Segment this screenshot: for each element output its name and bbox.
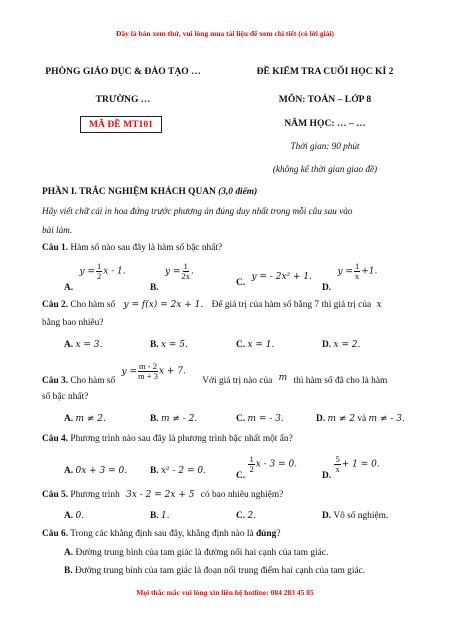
option-letter: C.	[236, 278, 246, 288]
instruction-line-2: bài làm.	[42, 225, 73, 235]
q4-option-b: B. x² - 2 = 0.	[150, 466, 206, 476]
option-math: m ≠ 2	[327, 414, 355, 424]
exam-code-box: MÃ ĐỀ MT101	[80, 116, 162, 133]
q1-option-a	[64, 261, 126, 293]
question-3-continued: số bậc nhất?	[42, 392, 89, 402]
question-math: 3x - 2 = 2x + 5	[126, 490, 195, 500]
question-5	[42, 490, 283, 500]
fraction-denominator: m + 3	[138, 371, 158, 381]
option-letter: C.	[236, 511, 246, 521]
q3-option-c	[236, 414, 284, 424]
fraction-numerator: m - 2	[139, 361, 157, 371]
fraction-denominator: 2x	[181, 271, 190, 281]
option-math: y =	[79, 266, 95, 277]
option-letter: C.	[236, 340, 246, 350]
option-math: x = 5.	[160, 340, 188, 350]
option-text: Đường trung bình của tam giác là đường nối hai cạnh của tam giác.	[75, 548, 329, 558]
option-letter: B.	[150, 466, 159, 476]
q3-option-b	[150, 414, 197, 424]
option-math: 2.	[247, 511, 257, 521]
option-math: x - 1.	[103, 266, 126, 277]
option-letter: D.	[322, 511, 332, 521]
time-note: (không kể thời gian giao đề)	[272, 164, 378, 174]
exam-title: ĐỀ KIỂM TRA CUỐI HỌC KÌ 2	[256, 66, 394, 77]
subject-heading: MÔN: TOÁN – LỚP 8	[278, 94, 372, 105]
question-text: Cho hàm số	[70, 375, 116, 386]
school-year-heading: NĂM HỌC: … – …	[284, 118, 366, 129]
question-2-continued: bằng bao nhiêu?	[42, 318, 104, 328]
question-label: Câu 5.	[42, 490, 69, 500]
time-limit: Thời gian: 90 phút	[290, 141, 360, 151]
option-math: x - 3 = 0.	[255, 459, 298, 470]
option-letter: B.	[64, 566, 73, 576]
question-label: Câu 4.	[42, 434, 69, 444]
option-math: y = - 2x² + 1.	[251, 272, 312, 282]
option-math: 0x + 3 = 0.	[75, 466, 128, 476]
option-math: 0.	[75, 511, 85, 521]
question-variable: m	[278, 372, 288, 383]
question-text: Trong các khẳng định sau đây, khẳng định nào là	[70, 529, 254, 539]
fraction	[96, 262, 102, 281]
option-math: + 1 = 0.	[341, 459, 380, 470]
q1-option-d	[322, 261, 378, 293]
q2-option-c	[236, 340, 274, 350]
option-letter: D.	[316, 414, 326, 424]
fraction	[354, 262, 360, 281]
option-math: +1.	[361, 266, 378, 277]
question-6	[42, 529, 280, 539]
option-math: m = - 3.	[247, 414, 284, 424]
hotline-footer: Mọi thắc mắc vui lòng xin liên hệ hotline: 084 283 45 85	[136, 588, 314, 597]
option-math: 1.	[160, 511, 170, 521]
question-text: thì hàm số đã cho là hàm	[293, 375, 388, 386]
q3-option-d	[316, 414, 405, 424]
fraction-denominator: x	[354, 271, 360, 281]
preview-banner: Đây là bản xem thử, vui lòng mua tài liệu để xem chi tiết (có lời giải)	[115, 29, 335, 38]
question-math: y =	[121, 366, 138, 377]
option-letter: B.	[150, 511, 159, 521]
question-1	[42, 243, 222, 253]
q4-option-c	[236, 454, 298, 481]
option-letter: B.	[150, 340, 159, 350]
fraction	[181, 262, 190, 281]
question-text: Cho hàm số	[70, 300, 116, 310]
q6-option-a	[64, 548, 328, 558]
option-math: y =	[337, 266, 353, 277]
question-text: Phương trình nào sau đây là phương trình bậc nhất một ẩn?	[70, 434, 293, 444]
school-heading: TRƯỜNG …	[95, 94, 151, 105]
fraction-numerator: 1	[354, 261, 360, 271]
question-3	[42, 361, 388, 386]
option-letter: A.	[64, 414, 74, 424]
option-letter: D.	[322, 340, 332, 350]
option-letter: A.	[64, 340, 74, 350]
option-letter: A.	[64, 282, 74, 293]
option-math: x = 3.	[75, 340, 103, 350]
question-label: Câu 3.	[42, 375, 69, 386]
question-text: Phương trình	[70, 490, 120, 500]
option-math: m ≠ 2.	[75, 414, 106, 424]
fraction-numerator: 1	[183, 261, 188, 271]
fraction-denominator: x	[335, 464, 340, 474]
question-label: Câu 1.	[42, 243, 69, 253]
section-points: (3,0 điểm)	[218, 187, 258, 197]
q5-option-c	[236, 511, 256, 521]
option-letter: D.	[322, 470, 332, 481]
question-math: x + 7.	[158, 366, 186, 377]
option-letter: D.	[322, 282, 332, 293]
option-math: m ≠ - 2.	[160, 414, 198, 424]
q4-option-a	[64, 466, 127, 476]
fraction-numerator: 1	[249, 454, 254, 464]
emphasis-word: đúng	[255, 529, 277, 539]
fraction-denominator: 2	[249, 464, 254, 474]
q5-option-d	[322, 511, 388, 521]
option-math: x = 2.	[333, 340, 361, 350]
option-letter: C.	[236, 414, 246, 424]
q6-option-b	[64, 566, 365, 576]
section-title: PHẦN I. TRẮC NGHIỆM KHÁCH QUAN	[42, 187, 216, 197]
fraction	[334, 455, 340, 474]
q1-option-b	[150, 261, 194, 293]
fraction	[138, 362, 158, 381]
q1-option-c	[236, 272, 312, 288]
option-letter: A.	[64, 548, 74, 558]
q2-option-d	[322, 340, 360, 350]
question-mark: ?	[276, 529, 281, 539]
instruction-line-1: Hãy viết chữ cái in hoa đứng trước phương án đúng duy nhất trong mỗi câu sau vào	[42, 206, 353, 216]
question-2	[42, 300, 382, 310]
question-label: Câu 2.	[42, 300, 69, 310]
fraction	[248, 455, 254, 474]
question-math: y = f(x) = 2x + 1.	[123, 300, 204, 310]
fraction-numerator: 1	[96, 261, 102, 271]
question-text: Để giá trị của hàm số bằng 7 thì giá trị của	[211, 300, 372, 310]
section-heading	[42, 187, 257, 197]
option-text: Vô số nghiệm.	[333, 511, 389, 521]
option-math: m ≠ - 3.	[368, 414, 405, 424]
department-heading: PHÒNG GIÁO DỤC & ĐÀO TẠO …	[45, 66, 201, 77]
option-math: .	[190, 266, 194, 277]
question-label: Câu 6.	[42, 529, 69, 539]
question-variable: x	[376, 300, 382, 310]
q5-option-a	[64, 511, 84, 521]
option-letter: A.	[64, 466, 74, 476]
q2-option-a	[64, 340, 102, 350]
question-text: có bao nhiêu nghiệm?	[200, 490, 284, 500]
option-letter: C.	[236, 470, 246, 481]
question-text: Hàm số nào sau đây là hàm số bậc nhất?	[70, 243, 223, 253]
question-text: Với giá trị nào của	[202, 375, 273, 386]
q5-option-b	[150, 511, 170, 521]
option-math: y =	[164, 266, 181, 277]
option-letter: B.	[150, 414, 159, 424]
q4-option-d	[322, 454, 380, 481]
option-math: x² - 2 = 0	[160, 466, 204, 476]
question-4	[42, 434, 293, 444]
option-text: Đường trung bình của tam giác là đoạn nối trung điểm hai cạnh của tam giác.	[74, 566, 366, 576]
q2-option-b	[150, 340, 188, 350]
fraction-numerator: 5	[335, 454, 340, 464]
fraction-denominator: 2	[96, 271, 102, 281]
option-letter: A.	[64, 511, 74, 521]
option-letter: B.	[150, 282, 159, 293]
option-math: x = 1.	[247, 340, 275, 350]
q3-option-a	[64, 414, 106, 424]
conjunction: và	[357, 414, 367, 424]
